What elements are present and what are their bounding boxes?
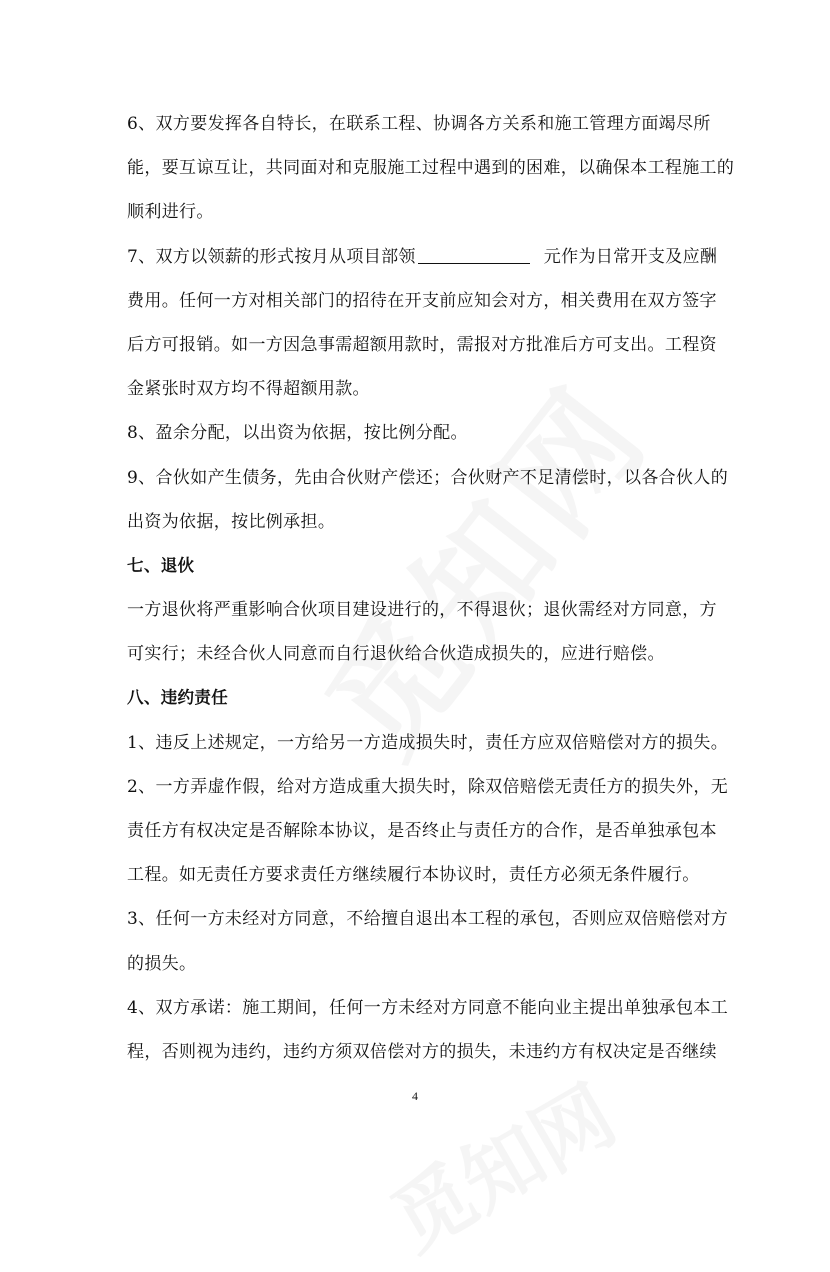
paragraph-line: 6、双方要发挥各自特长，在联系工程、协调各方关系和施工管理方面竭尽所 — [127, 114, 711, 134]
fill-in-blank — [418, 245, 530, 264]
paragraph-line: 费用。任何一方对相关部门的招待在开支前应知会对方，相关费用在双方签字 — [127, 290, 717, 311]
paragraph-line: 可实行；未经合伙人同意而自行退伙给合伙造成损失的，应进行赔偿。 — [127, 644, 665, 665]
paragraph-line: 3、任何一方未经对方同意，不给擅自退出本工程的承包，否则应双倍赔偿对方 — [127, 909, 729, 930]
paragraph-line: 工程。如无责任方要求责任方继续履行本协议时，责任方必须无条件履行。 — [127, 865, 700, 886]
paragraph-line: 1、违反上述规定，一方给另一方造成损失时，责任方应双倍赔偿对方的损失。 — [127, 732, 729, 753]
paragraph-line: 2、一方弄虚作假，给对方造成重大损失时，除双倍赔偿无责任方的损失外，无 — [127, 776, 729, 797]
paragraph-line: 一方退伙将严重影响合伙项目建设进行的，不得退伙；退伙需经对方同意，方 — [127, 600, 717, 621]
paragraph-line: 能，要互谅互让，共同面对和克服施工过程中遇到的困难，以确保本工程施工的 — [127, 158, 735, 179]
paragraph-line: 4、双方承诺：施工期间，任何一方未经对方同意不能向业主提出单独承包本工 — [127, 997, 729, 1018]
paragraph-line: 责任方有权决定是否解除本协议，是否终止与责任方的合作，是否单独承包本 — [127, 821, 717, 841]
paragraph-line: 金紧张时双方均不得超额用款。 — [127, 379, 370, 400]
paragraph-line: 8、盈余分配，以出资为依据，按比例分配。 — [127, 423, 468, 444]
section-heading-withdrawal: 七、退伙 — [127, 555, 195, 575]
line-text-before-blank: 7、双方以领薪的形式按月从项目部领 — [127, 246, 416, 267]
paragraph-line: 后方可报销。如一方因急事需超额用款时，需报对方批准后方可支出。工程资 — [127, 334, 717, 355]
page-number: 4 — [412, 1089, 418, 1103]
paragraph-line: 出资为依据，按比例承担。 — [127, 511, 336, 532]
line-text-after-blank: 元作为日常开支及应酬 — [543, 246, 718, 267]
document-body — [127, 102, 735, 1074]
watermark-bottom — [367, 1053, 632, 1272]
paragraph-line: 程，否则视为违约，违约方须双倍偿对方的损失，未违约方有权决定是否继续 — [127, 1041, 717, 1062]
paragraph-line: 9、合伙如产生债务，先由合伙财产偿还；合伙财产不足清偿时，以各合伙人的 — [127, 467, 729, 488]
paragraph-line: 顺利进行。 — [127, 202, 214, 223]
paragraph-line-with-blank — [127, 235, 718, 279]
paragraph-line: 的损失。 — [127, 953, 197, 974]
section-heading-breach: 八、违约责任 — [127, 688, 229, 708]
